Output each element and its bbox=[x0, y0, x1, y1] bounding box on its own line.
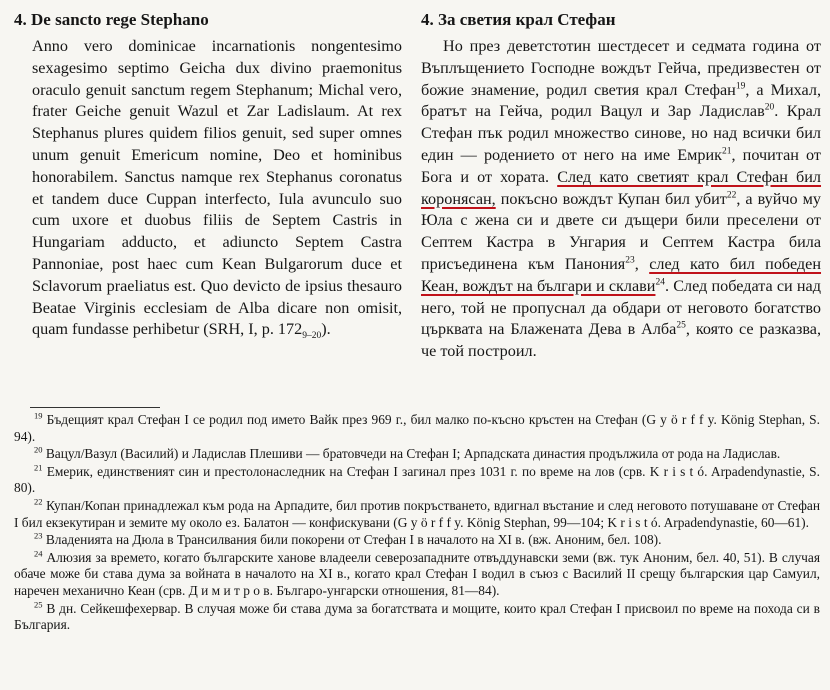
footnote-ref-22[interactable]: 22 bbox=[726, 190, 737, 201]
footnote-number: 24 bbox=[34, 548, 43, 559]
footnote-number: 21 bbox=[34, 462, 43, 473]
bulgarian-heading: 4. За светия крал Стефан bbox=[421, 10, 616, 29]
page-range: 9–20 bbox=[302, 331, 322, 342]
footnote-20 bbox=[14, 446, 820, 463]
footnote-ref-24[interactable]: 24 bbox=[655, 277, 665, 288]
footnote-text: Владенията на Дюла в Трансилвания били покорени от Стефан I в началото на XI в. (вж. Аноним, бел. 108). bbox=[45, 532, 662, 548]
footnote-number: 23 bbox=[34, 530, 43, 541]
footnote-22 bbox=[14, 498, 820, 531]
latin-paragraph bbox=[14, 36, 402, 341]
latin-heading: 4. De sancto rege Stephano bbox=[14, 10, 209, 29]
footnote-25 bbox=[14, 601, 820, 634]
footnote-ref-25[interactable]: 25 bbox=[676, 320, 686, 331]
text-segment: . Крал Стефан пък родил множество синове, но над всички бил един — родението от него на име Емрик bbox=[421, 102, 822, 164]
bulgarian-paragraph bbox=[421, 36, 821, 363]
footnote-19 bbox=[14, 412, 820, 445]
text-segment: , bbox=[634, 254, 650, 273]
footnote-divider bbox=[30, 407, 160, 408]
footnote-ref-21[interactable]: 21 bbox=[722, 146, 732, 157]
footnote-text: Алюзия за времето, когато българските ханове владеели северозападните отвъддунавски земи (вж. тук Аноним, бел. 40, 51). В случая обаче може би става дума за войната в началото на XI в., когато крал Стефан I водил в съюз с Василий II срещу българския цар Самуил, наречен механично Кеан (срв. Д и м и т р о в. Българо-унгарски отношения, 81—84). bbox=[14, 549, 820, 598]
footnote-ref-19[interactable]: 19 bbox=[735, 81, 746, 92]
footnote-text: Вацул/Вазул (Василий) и Ладислав Плешиви — братовчеди на Стефан I; Арпадската династия продължила от рода на Ладислав. bbox=[45, 446, 781, 462]
bulgarian-column bbox=[421, 10, 821, 363]
text-segment: , почитан от Бога и от хората. bbox=[421, 145, 822, 186]
text-segment: покъсно вождът Купан бил убит bbox=[495, 189, 727, 208]
footnote-21 bbox=[14, 464, 820, 497]
footnote-text: В дн. Сейкешфехервар. В случая може би става дума за богатствата и мощите, които крал Стефан I присвоил по време на похода си в България. bbox=[14, 600, 820, 633]
footnote-text: Бъдещият крал Стефан I се родил под името Вайк през 969 г., бил малко по-късно кръстен на Стефан (G y ö r f f y. König Stephan, S. 94). bbox=[14, 412, 820, 444]
latin-text: Anno vero dominicae incarnationis nongentesimo sexagesimo septimo Geicha dux divino praemonitus oraculo genuit sanctum regem Stephanum; Michal vero, frater Geiche genuit Wazul et Zar Ladislaum. At rex Stephanus plures quidem filios genuit, sed super omnes unum genuit Emericum nomine, Deo et hominibus honorabilem. Sanctus namque rex Stephanus coronatus et tandem duce Cuppan interfecto, Iula avunculo suo cum uxore et duobus filiis de Septem Castris in Hungariam adducto, et adiuncto Septem Castra Pannoniae, post haec cum Kean Bulgarorum duce et Sclavorum praeliatus est. Quo devicto de ipsius thesauro Beatae Virginis ecclesiam de Alba dicare non omisit, quam fundasse perhibetur (SRH, I, p. 172 bbox=[32, 37, 402, 339]
footnote-number: 22 bbox=[34, 496, 43, 507]
underlined-phrase-coronation: След като светият крал Стефан бил коронясан, bbox=[421, 167, 822, 208]
footnotes bbox=[14, 412, 820, 635]
underlined-phrase-kean: след като бил победен Кеан, вождът на българи и склави bbox=[421, 254, 822, 295]
footnote-ref-23[interactable]: 23 bbox=[625, 255, 635, 266]
footnote-ref-20[interactable]: 20 bbox=[764, 103, 775, 113]
footnote-number: 25 bbox=[34, 599, 43, 610]
text-segment: , а вуйчо му Юла с жена си и двете си дъщери били преселени от Септем Кастра в Унгария и Септем Кастра била присъединена към Панония bbox=[421, 189, 821, 273]
footnote-text: Купан/Копан принадлежал към рода на Арпадите, бил против покръстването, вдигнал въстание и след неговото потушаване от Стефан I бил екзекутиран и земите му около ез. Балатон — конфискувани (G y ö r f f y. König Stephan, 99—104; K r i s t ó. Arpadendynastie, 60—61). bbox=[14, 497, 820, 530]
footnote-23 bbox=[14, 532, 820, 549]
footnote-24 bbox=[14, 550, 820, 600]
text-segment: Но през деветстотин шестдесет и седмата година от Въплъщението Господне вождът Гейча, предизвестен от божие знамение, родил светия крал Стефан bbox=[421, 37, 821, 99]
footnote-text: Емерик, единственият син и престолонаследник на Стефан I загинал през 1031 г. по време на лов (срв. K r i s t ó. Arpadendynastie, S. 80). bbox=[14, 463, 820, 496]
latin-column bbox=[14, 10, 402, 341]
text-segment: , а Михал, братът на Гейча, родил Вацул и Зар Ладислав bbox=[421, 80, 821, 121]
latin-text-end: ). bbox=[321, 320, 331, 339]
text-segment: . След победата си над него, той не пропуснал да обдари от неговото богатство църквата на Блажената Дева в Алба bbox=[421, 276, 821, 339]
footnote-number: 20 bbox=[34, 444, 43, 455]
text-segment: , която се разказва, че той построил. bbox=[421, 320, 821, 361]
footnote-number: 19 bbox=[34, 410, 43, 421]
